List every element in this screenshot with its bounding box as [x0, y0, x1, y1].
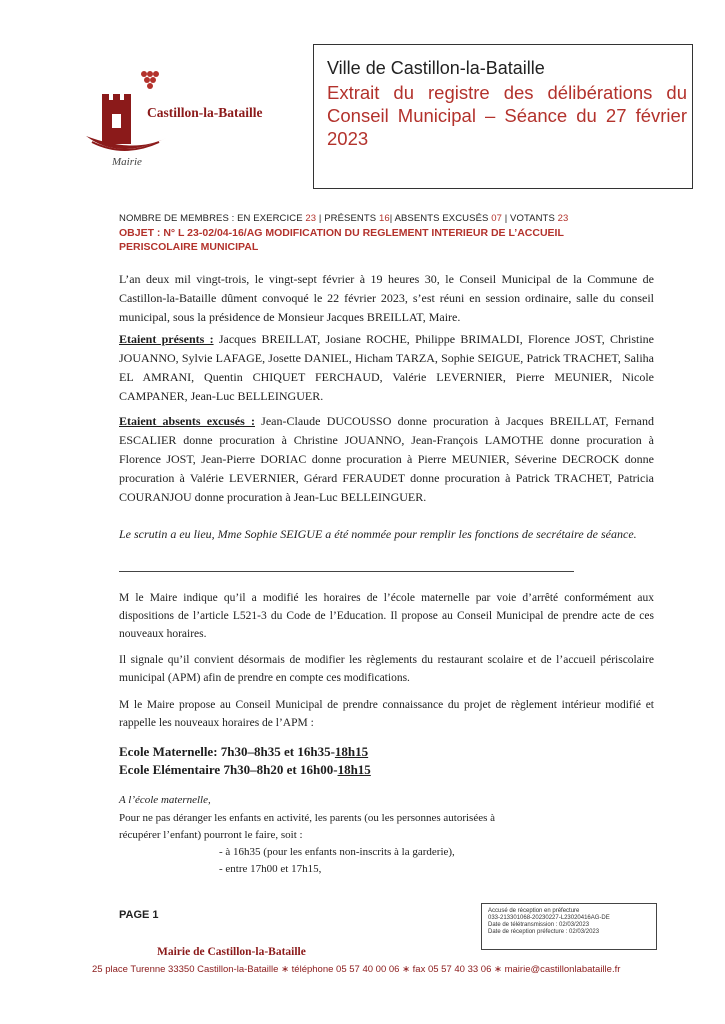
- intro-paragraph: L’an deux mil vingt-trois, le vingt-sept février à 19 heures 30, le Conseil Municipal de la Commune de Castillon-la-Bataille dûment convoqué le 22 février 2023, s’est réuni en session ordinaire, salle du conseil municipal, sous la présidence de Monsieur Jacques BREILLAT, Maire.: [119, 272, 654, 324]
- schedule-maternelle-end: 18h15: [334, 744, 369, 759]
- members-presents: 16: [379, 213, 390, 224]
- members-votants: 23: [557, 213, 569, 224]
- members-absents: 07: [491, 213, 502, 224]
- prefecture-stamp: [481, 903, 657, 950]
- presents-text: Jacques BREILLAT, Josiane ROCHE, Philippe BRIMALDI, Florence JOST, Christine JOUANNO, Sylvie LAFAGE, Josette DANIEL, Hicham TARZA, Sophie SEIGUE, Patrick TRACHET, Saliha EL AMRANI, Quentin CHIQUET FERCHAUD, Valérie LEVERNIER, Pierre MEUNIER, Nicole CAMPANER, Jean-Luc BELLEINGUER.: [119, 332, 654, 403]
- members-presents-label: | PRÉSENTS: [318, 213, 377, 224]
- logo-town-name: Castillon-la-Bataille: [147, 105, 263, 120]
- section-divider: [119, 571, 574, 572]
- body-paragraph-2: Il signale qu’il convient désormais de modifier les règlements du restaurant scolaire et de l’accueil périscolaire municipal (APM) afin de prendre en compte ces modifications.: [119, 654, 654, 684]
- maternelle-text: Pour ne pas déranger les enfants en activité, les parents (ou les personnes autorisées à récupérer l’enfant) pourront le faire, soit :: [119, 812, 496, 841]
- stamp-line-3: Date de télétransmission : 02/03/2023: [488, 922, 590, 928]
- schedule-elementaire-end: 18h15: [337, 762, 371, 777]
- members-absents-label: | ABSENTS EXCUSÉS: [389, 213, 489, 224]
- members-count-line: [119, 213, 568, 224]
- body-paragraph-1: M le Maire indique qu’il a modifié les horaires de l’école maternelle par voie d’arrêté conformément aux dispositions de l’article L521-3 du Code de l’Education. Il propose au Conseil Municipal de prendre acte de ces nouveaux horaires.: [119, 592, 654, 640]
- maternelle-bullet-2: - entre 17h00 et 17h15,: [219, 863, 322, 875]
- footer-contact: 25 place Turenne 33350 Castillon-la-Bataille ∗ téléphone 05 57 40 00 06 ∗ fax 05 57 40 33 06 ∗ mairie@castillonlabataille.fr: [92, 964, 621, 975]
- schedule-elementaire: [119, 762, 371, 778]
- footer-mairie-name: Mairie de Castillon-la-Bataille: [157, 946, 306, 958]
- header-town-title: Ville de Castillon-la-Bataille: [327, 58, 545, 78]
- header-extract-title: Extrait du registre des délibérations du Conseil Municipal – Séance du 27 février 2023: [327, 82, 687, 149]
- grapes-icon: [141, 71, 159, 89]
- scrutin-paragraph: Le scrutin a eu lieu, Mme Sophie SEIGUE a été nommée pour remplir les fonctions de secrétaire de séance.: [119, 527, 637, 541]
- maternelle-bullet-1: - à 16h35 (pour les enfants non-inscrits à la garderie),: [219, 846, 455, 858]
- members-votants-label: | VOTANTS: [504, 213, 555, 224]
- stamp-line-2: 033-213301068-20230227-L23020416AG-DE: [488, 915, 610, 921]
- maternelle-title: A l’école maternelle,: [119, 794, 211, 806]
- absents-paragraph: [119, 412, 654, 507]
- schedule-maternelle-label: Ecole Maternelle: 7h30–8h35 et 16h35-: [119, 744, 335, 759]
- presents-label: Etaient présents :: [119, 332, 214, 346]
- schedule-elementaire-label: Ecole Elémentaire 7h30–8h20 et 16h00-: [119, 762, 338, 777]
- schedule-maternelle: [119, 744, 368, 760]
- absents-label: Etaient absents excusés :: [119, 414, 255, 428]
- stamp-line-1: Accusé de réception en préfecture: [488, 908, 580, 914]
- members-prefix: NOMBRE DE MEMBRES : EN EXERCICE: [119, 213, 303, 224]
- members-en-exercice: 23: [305, 213, 317, 224]
- presents-paragraph: [119, 330, 654, 406]
- page-number: PAGE 1: [119, 909, 159, 921]
- absents-text: Jean-Claude DUCOUSSO donne procuration à Jacques BREILLAT, Fernand ESCALIER donne procuration à Christine JOUANNO, Jean-François LAMOTHE donne procuration à Florence JOST, Jean-Pierre DORIAC donne procuration à Pierre MEUNIER, Séverine DECROCK donne procuration à Valérie LEVERNIER, Gérard FERAUDET donne procuration à Patrick TRACHET, Patricia COURANJOU donne procuration à Jean-Luc BELLEINGUER.: [119, 414, 655, 504]
- object-line: OBJET : N° L 23-02/04-16/AG MODIFICATION DU REGLEMENT INTERIEUR DE L’ACCUEIL PERISCOLAIRE MUNICIPAL: [119, 227, 564, 253]
- logo-mairie-label: Mairie: [112, 156, 142, 168]
- stamp-line-4: Date de réception préfecture : 02/03/2023: [488, 929, 600, 935]
- body-paragraph-3: M le Maire propose au Conseil Municipal de prendre connaissance du projet de règlement intérieur modifié et rappelle les nouveaux horaires de l’APM :: [119, 699, 654, 729]
